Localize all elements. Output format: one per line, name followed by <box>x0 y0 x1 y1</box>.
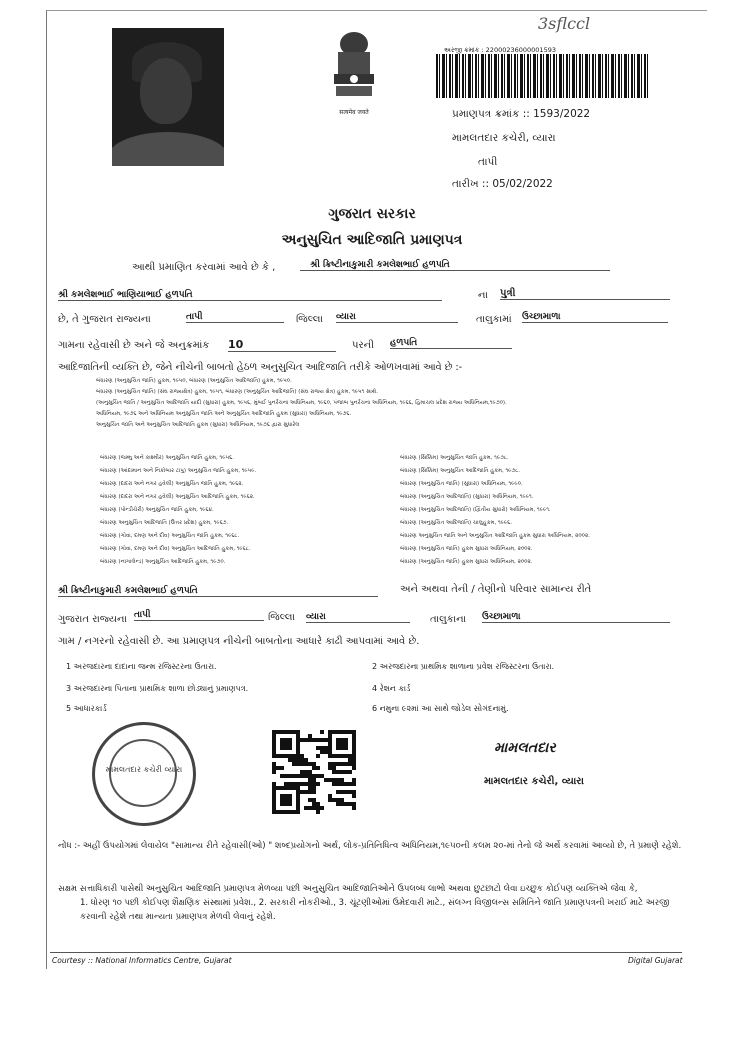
state-label-2: ગુજરાત રાજ્યના <box>58 614 127 625</box>
national-emblem <box>328 30 380 116</box>
order-item: (અનુસુચિત જાતિ / અનુસુચિત આદિજાતિ યાદી (સુધારા) હુકમ, ૧૯૫૬, મુંબઈ પુનર્રચના અધિનિયમ, ૧૯૬૦, પંજાબ પુનર્રચના અધિનિયમ, ૧૯૬૬, હિમાચલ પ્રદેશ રાજ્ય અધિનિયમ,૧૯૭૦). <box>96 400 507 406</box>
order-right-item: બંધારણ અનુસુચિત જાતિ અને અનુસુચિત આદિજાતિ હુકમ સુધારા અધિનિયમ, ૨૦૦૨. <box>400 533 590 539</box>
district-label: જિલ્લા <box>296 314 323 325</box>
order-left-item: બંધારણ (ગોવા, દમણ અને દીવ) અનુસુચિત આદિજાતિ હુકમ, ૧૯૬૮. <box>100 546 251 552</box>
person-name: શ્રી ક્રિષ્ટીનાકુમારી કમલેશભાઈ હળપતિ <box>300 260 610 271</box>
schedule-number: 10 <box>228 338 336 352</box>
government-title: ગુજરાત સરકાર <box>328 206 416 222</box>
order-left-item: બંધારણ (દાદરા અને નગર હવેલી) અનુસુચિત આદિજાતિ હુકમ, ૧૯૬૨. <box>100 494 255 500</box>
barcode <box>436 54 648 98</box>
tribe-name: હળપતિ <box>390 338 512 349</box>
taluka-label: તાલુકામાં <box>476 314 512 325</box>
order-right-item: બંધારણ (અનુસુચિત આદિજાતિ) ચાલુહુકમ, ૧૯૯૬. <box>400 520 513 526</box>
district-label-2: જિલ્લા <box>268 612 295 623</box>
order-item: બંધારણ (અનુસુચિત જાતિ) હુકમ, ૧૯૫૦, બંધારણ (અનુસુચિત આદિજાતિ) હુકમ, ૧૯૫૦. <box>96 378 292 384</box>
digital-gujarat-label: Digital Gujarat <box>628 956 683 965</box>
emblem-motto: सत्यमेव जयते <box>339 109 369 116</box>
taluka-value-2: તાપી <box>134 610 264 621</box>
applicant-photo <box>112 28 224 166</box>
courtesy-text: Courtesy :: National Informatics Centre, Gujarat <box>52 956 232 965</box>
seal-text: મામલતદાર કચેરી વ્યારા <box>105 765 183 774</box>
doc-item: 5 આધારકાર્ડ <box>66 704 107 713</box>
order-right-item: બંધારણ (સિક્કિમ) અનુસુચિત જાતિ હુકમ, ૧૯૭૮. <box>400 455 509 461</box>
district-value: વ્યારા <box>336 312 458 323</box>
taluka-value: તાપી <box>186 312 284 323</box>
order-left-item: બંધારણ અનુસુચિત આદિજાતિ (ઉત્તર પ્રદેશ) હુકમ, ૧૯૬૭. <box>100 520 229 526</box>
order-item: અનુસુચિત જાતિ અને અનુસુચિત આદિજાતિ હુકમ (સુધારા) અધિનિયમ, ૧૯૭૬ દ્વારા સુધારેલ <box>96 422 300 428</box>
order-left-item: બંધારણ (દાદરા અને નગર હવેલી) અનુસુચિત જાતિ હુકમ, ૧૯૬૨. <box>100 481 244 487</box>
doc-item: 4 રેશન કાર્ડ <box>372 684 411 693</box>
state-prefix: છે, તે ગુજરાત રાજ્યના <box>58 314 151 325</box>
order-right-item: બંધારણ (અનુસુચિત જાતિ) હુકમ સુધારા અધિનિયમ, ૨૦૦૨. <box>400 559 533 565</box>
note-text: નોંધ :- અહીં ઉપયોગમાં લેવાયેલ "સામાન્ય રીતે રહેવાસી(ઓ) " શબ્દપ્રયોગનો અર્થ, લોક-પ્રતિનિધિત્વ અધિનિયમ,૧૯૫૦ની કલમ ૨૦-માં તેનો જે અર્થે કરવામાં આવ્યો છે, તે પ્રમાણે રહેશે. <box>58 841 682 851</box>
qr-code[interactable] <box>272 730 356 814</box>
family-text: અને અથવા તેની / તેણીનો પરિવાર સામાન્ય રીતે <box>400 584 592 595</box>
district-header: તાપી <box>478 156 498 168</box>
taluka-label-2: તાલુકાના <box>430 614 467 625</box>
handwritten-ref: 3sflccl <box>538 14 591 33</box>
schedule-text: ગામના રહેવાસી છે અને જે અનુક્રમાંક <box>58 340 210 351</box>
order-item: અધિનિયમ, ૧૯૭૬ અને અધિનિયમ અનુસુચિત જાતિ અને અનુસુચિત આદિજાતિ હુકમ (સુધારા) અધિનિયમ, ૧૯૭૬. <box>96 411 352 417</box>
signature: મામલતદાર <box>494 740 556 756</box>
doc-item: 3 અરજદારના પિતાના પ્રાથમિક શાળા છોડ્યાનું પ્રમાણપત્ર. <box>66 684 249 693</box>
certificate-number: પ્રમાણપત્ર ક્રમાંક :: 1593/2022 <box>452 108 591 120</box>
order-right-item: બંધારણ (અનુસુચિત આદિજાતિ) (દ્વિતીય સુધારો) અધિનિયમ, ૧૯૯૧. <box>400 507 551 513</box>
order-right-item: બંધારણ (અનુસુચિત જાતિ) હુકમ સુધારા અધિનિયમ, ૨૦૦૨. <box>400 546 533 552</box>
order-right-item: બંધારણ (અનુસુચિત જાતિ) (સુધારા) અધિનિયમ, ૧૯૯૦. <box>400 481 523 487</box>
signing-office: મામલતદાર કચેરી, વ્યારા <box>484 776 584 787</box>
doc-item: 2 અરજદારના પ્રાથમિક શાળાના પ્રવેશ રજિસ્ટરના ઉતારા. <box>372 662 555 671</box>
orders-left-list <box>100 452 380 569</box>
tribe-statement: આદિજાતિની વ્યક્તિ છે, જેને નીચેની બાબતો હેઠળ અનુસુચિત આદિજાતિ તરીકે ઓળખવામાં આવે છે :- <box>58 362 463 373</box>
order-left-item: બંધારણ (જમ્મુ અને કાશ્મીર) અનુસુચિત જાતિ હુકમ, ૧૯૫૬. <box>100 455 234 461</box>
instructions-text: સક્ષમ સત્તાધિકારી પાસેથી અનુસુચિત આદિજાતિ પ્રમાણપત્ર મેળવ્યા પછી અનુસુચિત આદિજાતિઓને ઉપલબ્ધ લાભો અથવા છુટછાટો લેવા ઇચ્છુક કોઈપણ વ્યક્તિએ જેવા કે, <box>58 884 638 894</box>
order-right-item: બંધારણ (સિક્કિમ) અનુસુચિત આદિજાતિ હુકમ, ૧૯૭૮. <box>400 468 521 474</box>
instructions-list: 1. ધોરણ ૧૦ પછી કોઈપણ શૈક્ષણિક સંસ્થામાં પ્રવેશ., 2. સરકારી નોકરીઓ., 3. ચૂંટણીઓમાં ઉમેદવારી માટે., સંલગ્ન વિજીલન્સ સમિતિને જાતિ પ્રમાણપત્રની ખરાઈ માટે અરજી કરવાની રહેશે તથા માન્યતા પ્રમાણપત્ર મેળવી લેવાનું રહેશે. <box>80 898 670 922</box>
orders-right-list <box>400 452 670 569</box>
orders-list <box>96 376 666 431</box>
order-left-item: બંધારણ (પોન્ડીચેરી) અનુસુચિત જાતિ હુકમ, ૧૯૬૪. <box>100 507 214 513</box>
order-left-item: બંધારણ (આંદામાન અને નિકોબાર ટાપુ) અનુસુચિત જાતિ હુકમ, ૧૯૫૯. <box>100 468 257 474</box>
person-name-2: શ્રી ક્રિષ્ટીનાકુમારી કમલેશભાઈ હળપતિ <box>58 586 378 597</box>
doc-item: 1 અરજદારના દાદાના જન્મ રજિસ્ટરના ઉતારા. <box>66 662 217 671</box>
order-left-item: બંધારણ (ગોવા, દમણ અને દીવ) અનુસુચિત જાતિ હુકમ, ૧૯૬૮. <box>100 533 240 539</box>
office-seal <box>92 722 196 826</box>
order-right-item: બંધારણ (અનુસુચિત આદિજાતિ) (સુધારા) અધિનિયમ, ૧૯૯૧. <box>400 494 534 500</box>
order-left-item: બંધારણ (નાગાલેન્ડ) અનુસુચિત આદિજાતિ હુકમ, ૧૯૭૦. <box>100 559 226 565</box>
order-item: બંધારણ (અનુસુચિત જાતિ) (સંઘ રાજ્યક્ષેત્ર) હુકમ, ૧૯૫૧, બંધારણ (અનુસુચિત આદિજાતિ) (સંઘ રાજ્ય ક્ષેત્ર) હુકમ, ૧૯૫૧ સાથે. <box>96 389 378 395</box>
relation-prefix: ના <box>478 290 488 301</box>
certificate-title: અનુસુચિત આદિજાતિ પ્રમાણપત્ર <box>281 232 463 248</box>
doc-item: 6 નમુના ૯૨માં આ સાથે જોડેલ સોગંદનામું. <box>372 704 509 713</box>
issue-date: તારીખ :: 05/02/2022 <box>452 178 553 190</box>
relation: પુત્રી <box>500 288 670 300</box>
father-name: શ્રી કમલેશભાઈ ભાણિયાભાઈ હળપતિ <box>58 290 442 301</box>
barcode-label: અરજી ક્રમાંક : 22000236000001593 <box>444 46 556 54</box>
village-value: ઉચ્છામાળા <box>522 312 668 323</box>
office-name: મામલતદાર કચેરી, વ્યારા <box>452 132 556 144</box>
village-value-2: ઉચ્છામાળા <box>482 612 670 623</box>
certify-text: આથી પ્રમાણિત કરવામાં આવે છે કે , <box>132 262 276 273</box>
schedule-mid: પરની <box>352 340 374 351</box>
district-value-2: વ્યારા <box>306 612 410 623</box>
residence-text: ગામ / નગરનો રહેવાસી છે. આ પ્રમાણપત્ર નીચેની બાબતોના આધારે કાઢી આપવામાં આવે છે. <box>58 636 420 647</box>
